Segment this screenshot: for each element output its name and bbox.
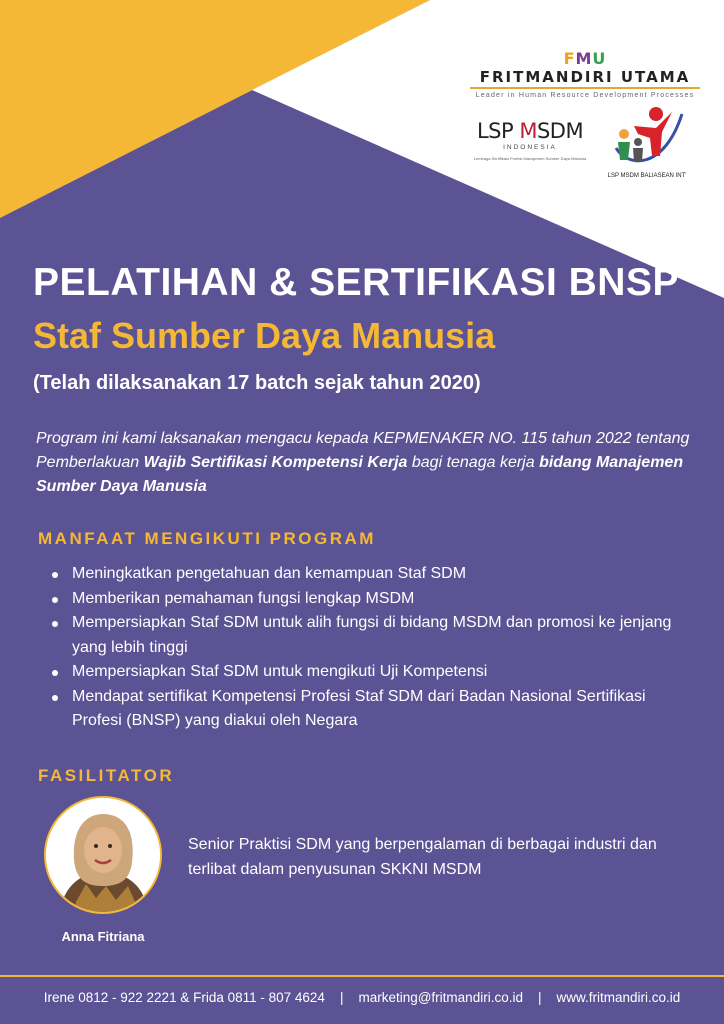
- intro-bold1: Wajib Sertifikasi Kompetensi Kerja: [143, 454, 408, 471]
- fmu-name: FRITMANDIRI UTAMA: [470, 68, 700, 89]
- benefit-item: Mempersiapkan Staf SDM untuk mengikuti Uji Kompetensi: [50, 660, 690, 685]
- benefits-heading: MANFAAT MENGIKUTI PROGRAM: [38, 529, 376, 548]
- facilitator-heading: FASILITATOR: [38, 766, 175, 785]
- person-portrait-icon: [46, 798, 160, 912]
- lsp-mark: [470, 118, 590, 144]
- fmu-tagline: Leader in Human Resource Development Processes: [475, 92, 695, 99]
- benefit-item: Meningkatkan pengetahuan dan kemampuan Staf SDM: [50, 562, 690, 587]
- bali-label: LSP MSDM BALIASEAN INT': [607, 173, 687, 179]
- footer: [0, 988, 724, 1008]
- fmu-mark-m: M: [575, 49, 593, 68]
- footer-email[interactable]: marketing@fritmandiri.co.id: [358, 990, 523, 1005]
- facilitator-avatar: [44, 796, 162, 914]
- benefit-item: Memberikan pemahaman fungsi lengkap MSDM: [50, 587, 690, 612]
- people-figures-icon: [608, 104, 686, 170]
- footer-contacts: Irene 0812 - 922 2221 & Frida 0811 - 807 4624: [43, 990, 325, 1005]
- footer-separator: |: [339, 990, 344, 1005]
- batch-note: (Telah dilaksanakan 17 batch sejak tahun 2020): [33, 372, 481, 394]
- benefit-item: Mempersiapkan Staf SDM untuk alih fungsi di bidang MSDM dan promosi ke jenjang yang lebih tinggi: [50, 611, 690, 660]
- fmu-mark-f: F: [563, 49, 576, 68]
- facilitator-name: Anna Fitriana: [61, 929, 145, 944]
- benefit-item: Mendapat sertifikat Kompetensi Profesi Staf SDM dari Badan Nasional Sertifikasi Profesi (BNSP) yang diakui oleh Negara: [50, 685, 690, 734]
- footer-website[interactable]: www.fritmandiri.co.id: [556, 990, 681, 1005]
- lsp-mark-left: LSP: [476, 119, 520, 143]
- facilitator-description: Senior Praktisi SDM yang berpengalaman di berbagai industri dan terlibat dalam penyusunan SKKNI MSDM: [188, 836, 657, 878]
- page-title: PELATIHAN & SERTIFIKASI BNSP: [33, 261, 679, 304]
- intro-bold2: bidang Manajemen Sumber Daya Manusia: [36, 454, 684, 495]
- lsp-mark-accent: M: [519, 119, 537, 143]
- lsp-baliasean-logo: [606, 104, 688, 180]
- lsp-tiny: Lembaga Sertifikasi Profesi Manajemen Sumber Daya Manusia: [473, 156, 587, 161]
- lsp-msdm-logo: [470, 118, 590, 162]
- fmu-mark: [470, 50, 700, 68]
- lsp-sub: INDONESIA: [503, 144, 557, 151]
- footer-separator: |: [537, 990, 542, 1005]
- lsp-mark-right: SDM: [536, 119, 584, 143]
- fmu-logo: [470, 50, 700, 101]
- footer-divider: [0, 975, 724, 977]
- page-subtitle: Staf Sumber Daya Manusia: [33, 315, 496, 356]
- intro-paragraph: [36, 427, 696, 499]
- intro-part2: bagi tenaga kerja: [407, 454, 540, 471]
- fmu-mark-u: U: [592, 49, 607, 68]
- intro-part1: Program ini kami laksanakan mengacu kepada KEPMENAKER NO. 115 tahun 2022 tentang Pemberlakuan: [36, 430, 690, 471]
- benefits-list: [50, 562, 690, 734]
